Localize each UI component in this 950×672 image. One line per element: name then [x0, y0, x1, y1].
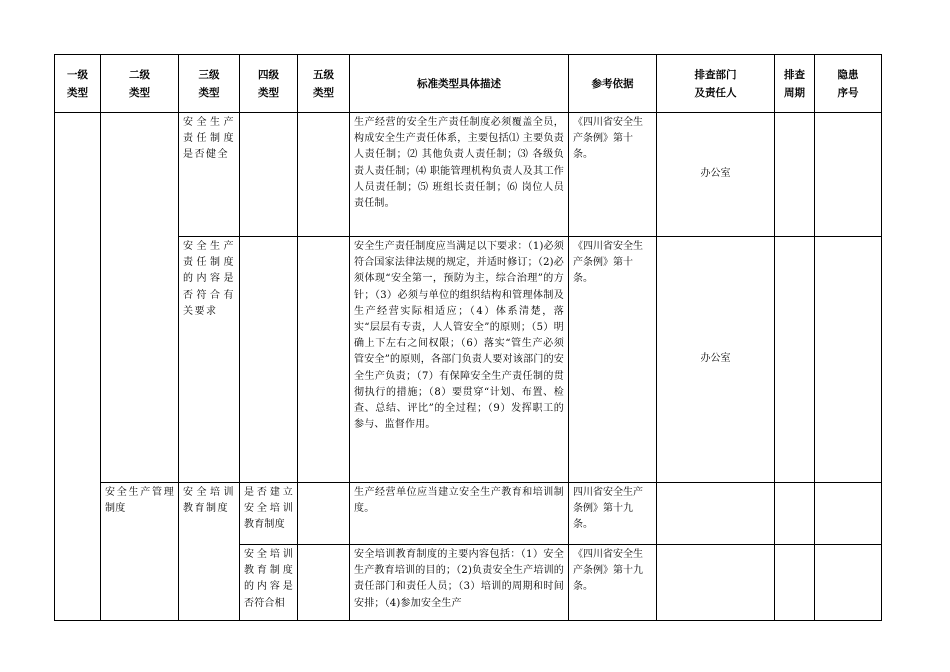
department-cell	[657, 545, 775, 621]
cycle-cell	[775, 545, 815, 621]
level4-cell: 是否建立安全培训教育制度	[240, 483, 298, 545]
level5-cell	[298, 483, 350, 545]
header-level5: 五级 类型	[298, 55, 350, 113]
cycle-cell	[775, 237, 815, 483]
hazard-no-cell	[815, 545, 882, 621]
level2-cell	[101, 113, 179, 483]
header-reference: 参考依据	[569, 55, 657, 113]
reference-cell: 《四川省安全生产条例》第十九条。	[569, 545, 657, 621]
header-level1: 一级 类型	[55, 55, 101, 113]
header-cycle: 排查 周期	[775, 55, 815, 113]
department-cell	[657, 483, 775, 545]
header-row	[55, 55, 882, 113]
header-level2: 二级 类型	[101, 55, 179, 113]
level1-cell	[55, 113, 101, 621]
description-cell: 安全生产责任制度应当满足以下要求：（1)必须符合国家法律法规的规定，并适时修订；（2)必须体现“安全第一，预防为主，综合治理”的方针；（3）必须与单位的组织结构和管理体制及生产经营实际相适应；（4）体系清楚，落实“层层有专责，人人管安全”的原则；（5）明确上下左右之间权限；（6）落实“管生产必须管安全”的原则，各部门负责人要对该部门的安全生产负责；（7）有保障安全生产责任制的贯彻执行的措施；（8）要贯穿“计划、布置、检查、总结、评比”的全过程；（9）发挥职工的参与、监督作用。	[350, 237, 569, 483]
header-hazard-no: 隐患 序号	[815, 55, 882, 113]
level5-cell	[298, 237, 350, 483]
level5-cell	[298, 545, 350, 621]
level4-cell	[240, 113, 298, 237]
reference-cell: 四川省安全生产条例》第十九条。	[569, 483, 657, 545]
hazard-no-cell	[815, 113, 882, 237]
reference-cell: 《四川省安全生产条例》第十条。	[569, 237, 657, 483]
hazard-standard-table	[54, 54, 882, 621]
cycle-cell	[775, 113, 815, 237]
header-level4: 四级 类型	[240, 55, 298, 113]
header-department: 排查部门 及责任人	[657, 55, 775, 113]
department-cell: 办公室	[657, 113, 775, 237]
level3-cell: 安全生产责任制度是否健全	[179, 113, 240, 237]
cycle-cell	[775, 483, 815, 545]
description-cell: 安全培训教育制度的主要内容包括：（1）安全生产教育培训的目的；（2)负责安全生产培训的责任部门和责任人员；（3）培训的周期和时间安排；（4)参加安全生产	[350, 545, 569, 621]
hazard-no-cell	[815, 483, 882, 545]
hazard-no-cell	[815, 237, 882, 483]
table-row	[55, 483, 882, 545]
description-cell: 生产经营单位应当建立安全生产教育和培训制度。	[350, 483, 569, 545]
department-cell: 办公室	[657, 237, 775, 483]
reference-cell: 《四川省安全生产条例》第十条。	[569, 113, 657, 237]
description-cell: 生产经营的安全生产责任制度必须覆盖全员，构成安全生产责任体系，主要包括⑴ 主要负责人责任制；⑵ 其他负责人责任制；⑶ 各级负责人责任制；⑷ 职能管理机构负责人及其工作人员责任制；⑸ 班组长责任制；⑹ 岗位人员责任制。	[350, 113, 569, 237]
level5-cell	[298, 113, 350, 237]
level4-cell: 安全培训教育制度的内容是否符合相	[240, 545, 298, 621]
header-description: 标准类型具体描述	[350, 55, 569, 113]
level3-cell: 安全生产责任制度的内容是否符合有关要求	[179, 237, 240, 483]
table-row	[55, 237, 882, 483]
level3-cell: 安全培训教育制度	[179, 483, 240, 621]
table-row	[55, 113, 882, 237]
header-level3: 三级 类型	[179, 55, 240, 113]
level4-cell	[240, 237, 298, 483]
level2-cell: 安全生产管理制度	[101, 483, 179, 621]
